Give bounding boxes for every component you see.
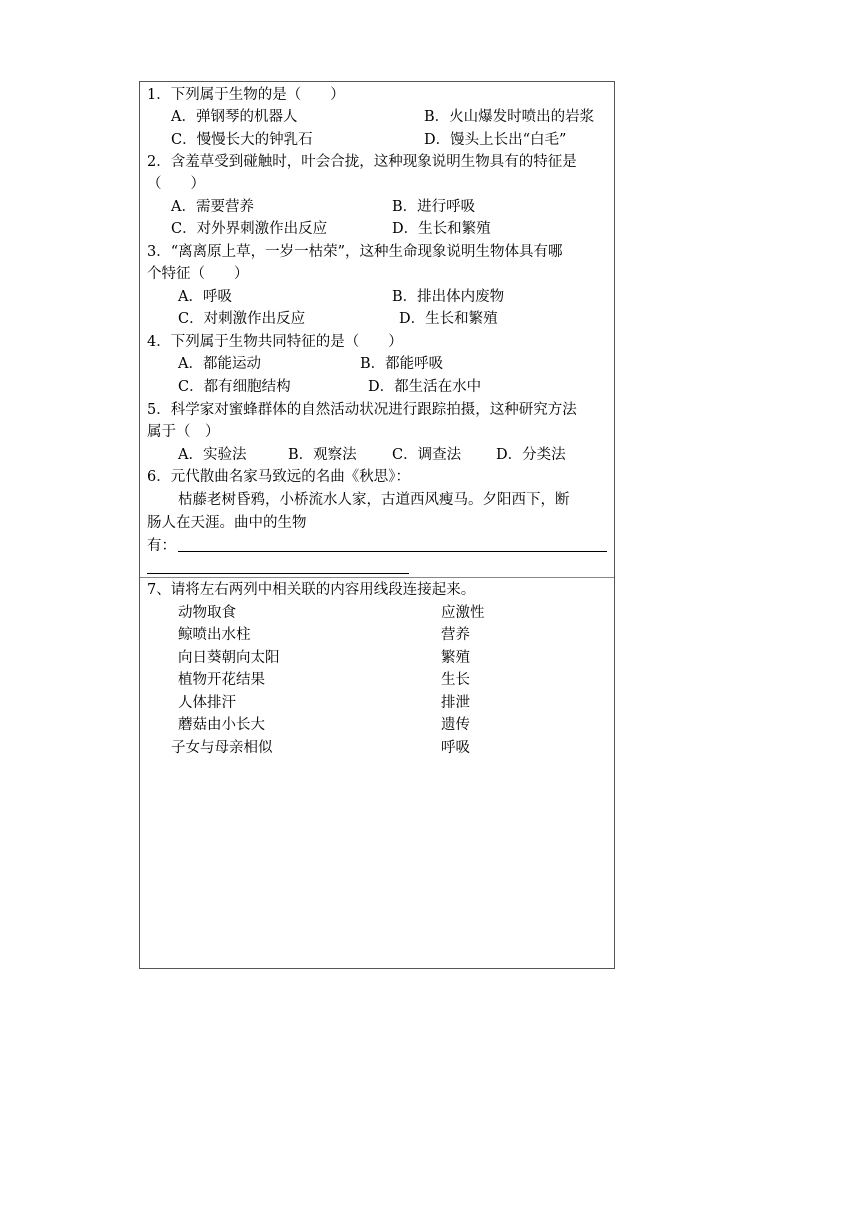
q7-left-item[interactable]: 人体排汗 xyxy=(178,695,236,711)
q3-option-c: C．对刺激作出反应 xyxy=(178,311,306,327)
q7-left-item[interactable]: 鲸喷出水柱 xyxy=(178,627,251,643)
q1-option-a: A．弹钢琴的机器人 xyxy=(171,109,298,125)
q4-option-b: B．都能呼吸 xyxy=(360,356,444,372)
q4-stem: 4．下列属于生物共同特征的是（ ） xyxy=(147,334,403,350)
q7-right-item[interactable]: 生长 xyxy=(441,672,470,688)
q2-option-a: A．需要营养 xyxy=(171,199,254,215)
q7-left-item[interactable]: 植物开花结果 xyxy=(178,672,265,688)
q5-option-c: C．调查法 xyxy=(392,447,462,463)
q6-answer-label: 有： xyxy=(147,538,176,554)
q6-stem: 6．元代散曲名家马致远的名曲《秋思》： xyxy=(147,469,410,485)
q5-option-a: A．实验法 xyxy=(178,447,247,463)
section-divider xyxy=(140,577,614,578)
q2-option-d: D．生长和繁殖 xyxy=(392,221,491,237)
q7-right-item[interactable]: 排泄 xyxy=(441,695,470,711)
q1-option-b: B．火山爆发时喷出的岩浆 xyxy=(424,109,595,125)
q7-right-item[interactable]: 营养 xyxy=(441,627,470,643)
q4-option-c: C．都有细胞结构 xyxy=(178,379,291,395)
q1-option-c: C．慢慢长大的钟乳石 xyxy=(171,132,313,148)
q1-option-d: D．馒头上长出“白毛” xyxy=(424,132,567,148)
q7-right-item[interactable]: 繁殖 xyxy=(441,650,470,666)
q2-option-c: C．对外界刺激作出反应 xyxy=(171,221,328,237)
q7-stem: 7、请将左右两列中相关联的内容用线段连接起来。 xyxy=(147,582,476,598)
q5-option-b: B．观察法 xyxy=(288,447,357,463)
q3-option-b: B．排出体内废物 xyxy=(392,289,505,305)
q2-stem-line2: （ ） xyxy=(147,176,205,192)
q7-right-item[interactable]: 遗传 xyxy=(441,717,470,733)
q2-option-b: B．进行呼吸 xyxy=(392,199,476,215)
q7-right-item[interactable]: 呼吸 xyxy=(441,740,470,756)
q6-answer-blank-2[interactable] xyxy=(147,573,409,574)
q5-stem-line1: 5．科学家对蜜蜂群体的自然活动状况进行跟踪拍摄，这种研究方法 xyxy=(147,402,577,418)
q3-stem-line1: 3．“离离原上草，一岁一枯荣”，这种生命现象说明生物体具有哪 xyxy=(147,244,563,260)
q6-poem-line2: 肠人在天涯。曲中的生物 xyxy=(147,515,307,531)
q5-stem-line2: 属于（ ） xyxy=(147,424,220,440)
q7-left-item[interactable]: 蘑菇由小长大 xyxy=(178,717,265,733)
q5-option-d: D．分类法 xyxy=(496,447,566,463)
q6-answer-blank-1[interactable] xyxy=(178,551,607,552)
q3-stem-line2: 个特征（ ） xyxy=(147,266,249,282)
q2-stem-line1: 2．含羞草受到碰触时，叶会合拢，这种现象说明生物具有的特征是 xyxy=(147,154,577,170)
q4-option-d: D．都生活在水中 xyxy=(368,379,482,395)
q7-left-item[interactable]: 动物取食 xyxy=(178,605,236,621)
q3-option-a: A．呼吸 xyxy=(178,289,232,305)
q7-left-item[interactable]: 子女与母亲相似 xyxy=(171,740,273,756)
q1-stem: 1．下列属于生物的是（ ） xyxy=(147,87,345,103)
q3-option-d: D．生长和繁殖 xyxy=(399,311,498,327)
q6-poem-line1: 枯藤老树昏鸦，小桥流水人家，古道西风瘦马。夕阳西下，断 xyxy=(178,492,570,508)
q7-right-item[interactable]: 应激性 xyxy=(441,605,485,621)
q4-option-a: A．都能运动 xyxy=(178,356,261,372)
q7-left-item[interactable]: 向日葵朝向太阳 xyxy=(178,650,280,666)
